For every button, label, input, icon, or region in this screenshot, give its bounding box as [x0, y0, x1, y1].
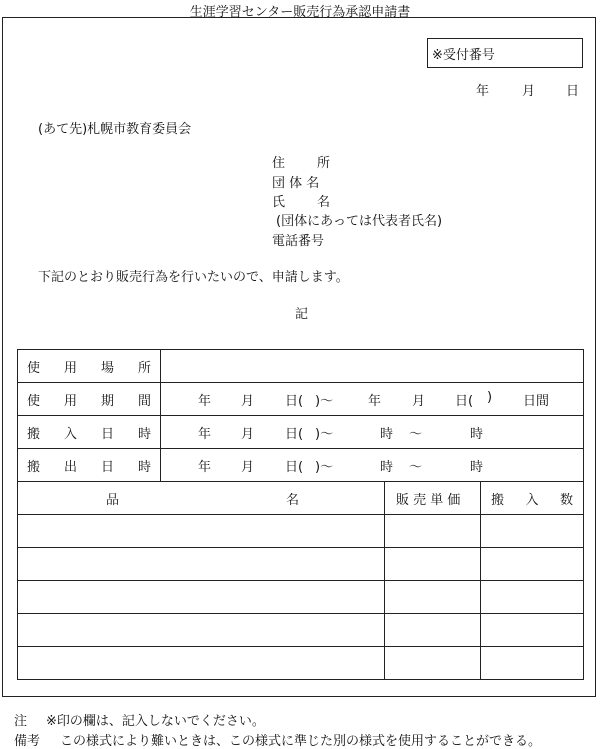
item-row-4-price[interactable]: [386, 615, 479, 645]
item-row-1-item[interactable]: [19, 516, 383, 546]
item-name-header-1: 品: [106, 493, 120, 508]
applicant-name-note: (団体にあっては代表者氏名): [276, 214, 443, 229]
bring-in-weekday: )〜: [315, 427, 334, 442]
bring-out-month: 月: [241, 460, 255, 475]
place-label: 使 用 場 所: [27, 361, 151, 376]
item-row-3-qty[interactable]: [482, 582, 582, 612]
item-row-3-item[interactable]: [19, 582, 383, 612]
bring-out-weekday: )〜: [315, 460, 334, 475]
item-row-5-qty[interactable]: [482, 648, 582, 678]
item-row-2-item[interactable]: [19, 549, 383, 579]
bring-out-tilde: 〜: [409, 460, 423, 475]
bring-in-month: 月: [241, 427, 255, 442]
reception-number-box: [427, 38, 583, 68]
period-year-start: 年: [198, 394, 212, 409]
bring-in-year: 年: [198, 427, 212, 442]
item-name-header-2: 名: [286, 493, 300, 508]
date-year-label: 年: [476, 84, 490, 99]
period-weekday-end: ): [487, 390, 493, 405]
remarks-label: 備考: [14, 734, 41, 749]
bring-out-hour-end: 時: [470, 460, 484, 475]
bring-out-hour-start: 時: [380, 460, 394, 475]
applicant-organization-label: 団 体 名: [272, 176, 320, 191]
addressee: (あて先)札幌市教育委員会: [38, 122, 192, 137]
item-row-5-item[interactable]: [19, 648, 383, 678]
item-row-4-qty[interactable]: [482, 615, 582, 645]
applicant-phone-label: 電話番号: [272, 234, 325, 249]
period-day-end: 日(: [455, 394, 474, 409]
period-day-start: 日(: [285, 394, 304, 409]
quantity-header: 搬 入 数: [491, 493, 573, 508]
bring-in-day: 日(: [285, 427, 304, 442]
period-month-end: 月: [412, 394, 426, 409]
place-field[interactable]: [161, 350, 583, 382]
bring-in-tilde: 〜: [409, 427, 423, 442]
bring-out-label: 搬 出 日 時: [27, 460, 151, 475]
period-month-start: 月: [241, 394, 255, 409]
bring-in-hour-start: 時: [380, 427, 394, 442]
period-days: 日間: [523, 394, 550, 409]
item-row-1-price[interactable]: [386, 516, 479, 546]
item-row-4-item[interactable]: [19, 615, 383, 645]
item-row-3-price[interactable]: [386, 582, 479, 612]
bring-in-label: 搬 入 日 時: [27, 427, 151, 442]
bring-in-hour-end: 時: [470, 427, 484, 442]
ki-heading: 記: [295, 307, 309, 322]
applicant-address-label: 住 所: [272, 156, 330, 171]
bring-out-year: 年: [198, 460, 212, 475]
unit-price-header: 販 売 単 価: [396, 493, 461, 508]
date-day-label: 日: [566, 84, 580, 99]
period-weekday-start: )〜: [315, 394, 334, 409]
note-text: ※印の欄は、記入しないでください。: [46, 714, 265, 729]
period-year-end: 年: [368, 394, 382, 409]
note-label: 注: [14, 714, 28, 729]
reception-number-label: ※受付番号: [432, 48, 495, 63]
item-row-1-qty[interactable]: [482, 516, 582, 546]
item-row-2-price[interactable]: [386, 549, 479, 579]
bring-out-day: 日(: [285, 460, 304, 475]
period-label: 使 用 期 間: [27, 394, 151, 409]
form-title: 生涯学習センター販売行為承認申請書: [189, 5, 411, 20]
applicant-name-label: 氏 名: [272, 195, 330, 210]
item-row-2-qty[interactable]: [482, 549, 582, 579]
item-row-5-price[interactable]: [386, 648, 479, 678]
date-month-label: 月: [522, 84, 536, 99]
remarks-text: この様式により難いときは、この様式に準じた別の様式を使用することができる。: [60, 734, 542, 749]
application-statement: 下記のとおり販売行為を行いたいので、申請します。: [38, 270, 349, 285]
